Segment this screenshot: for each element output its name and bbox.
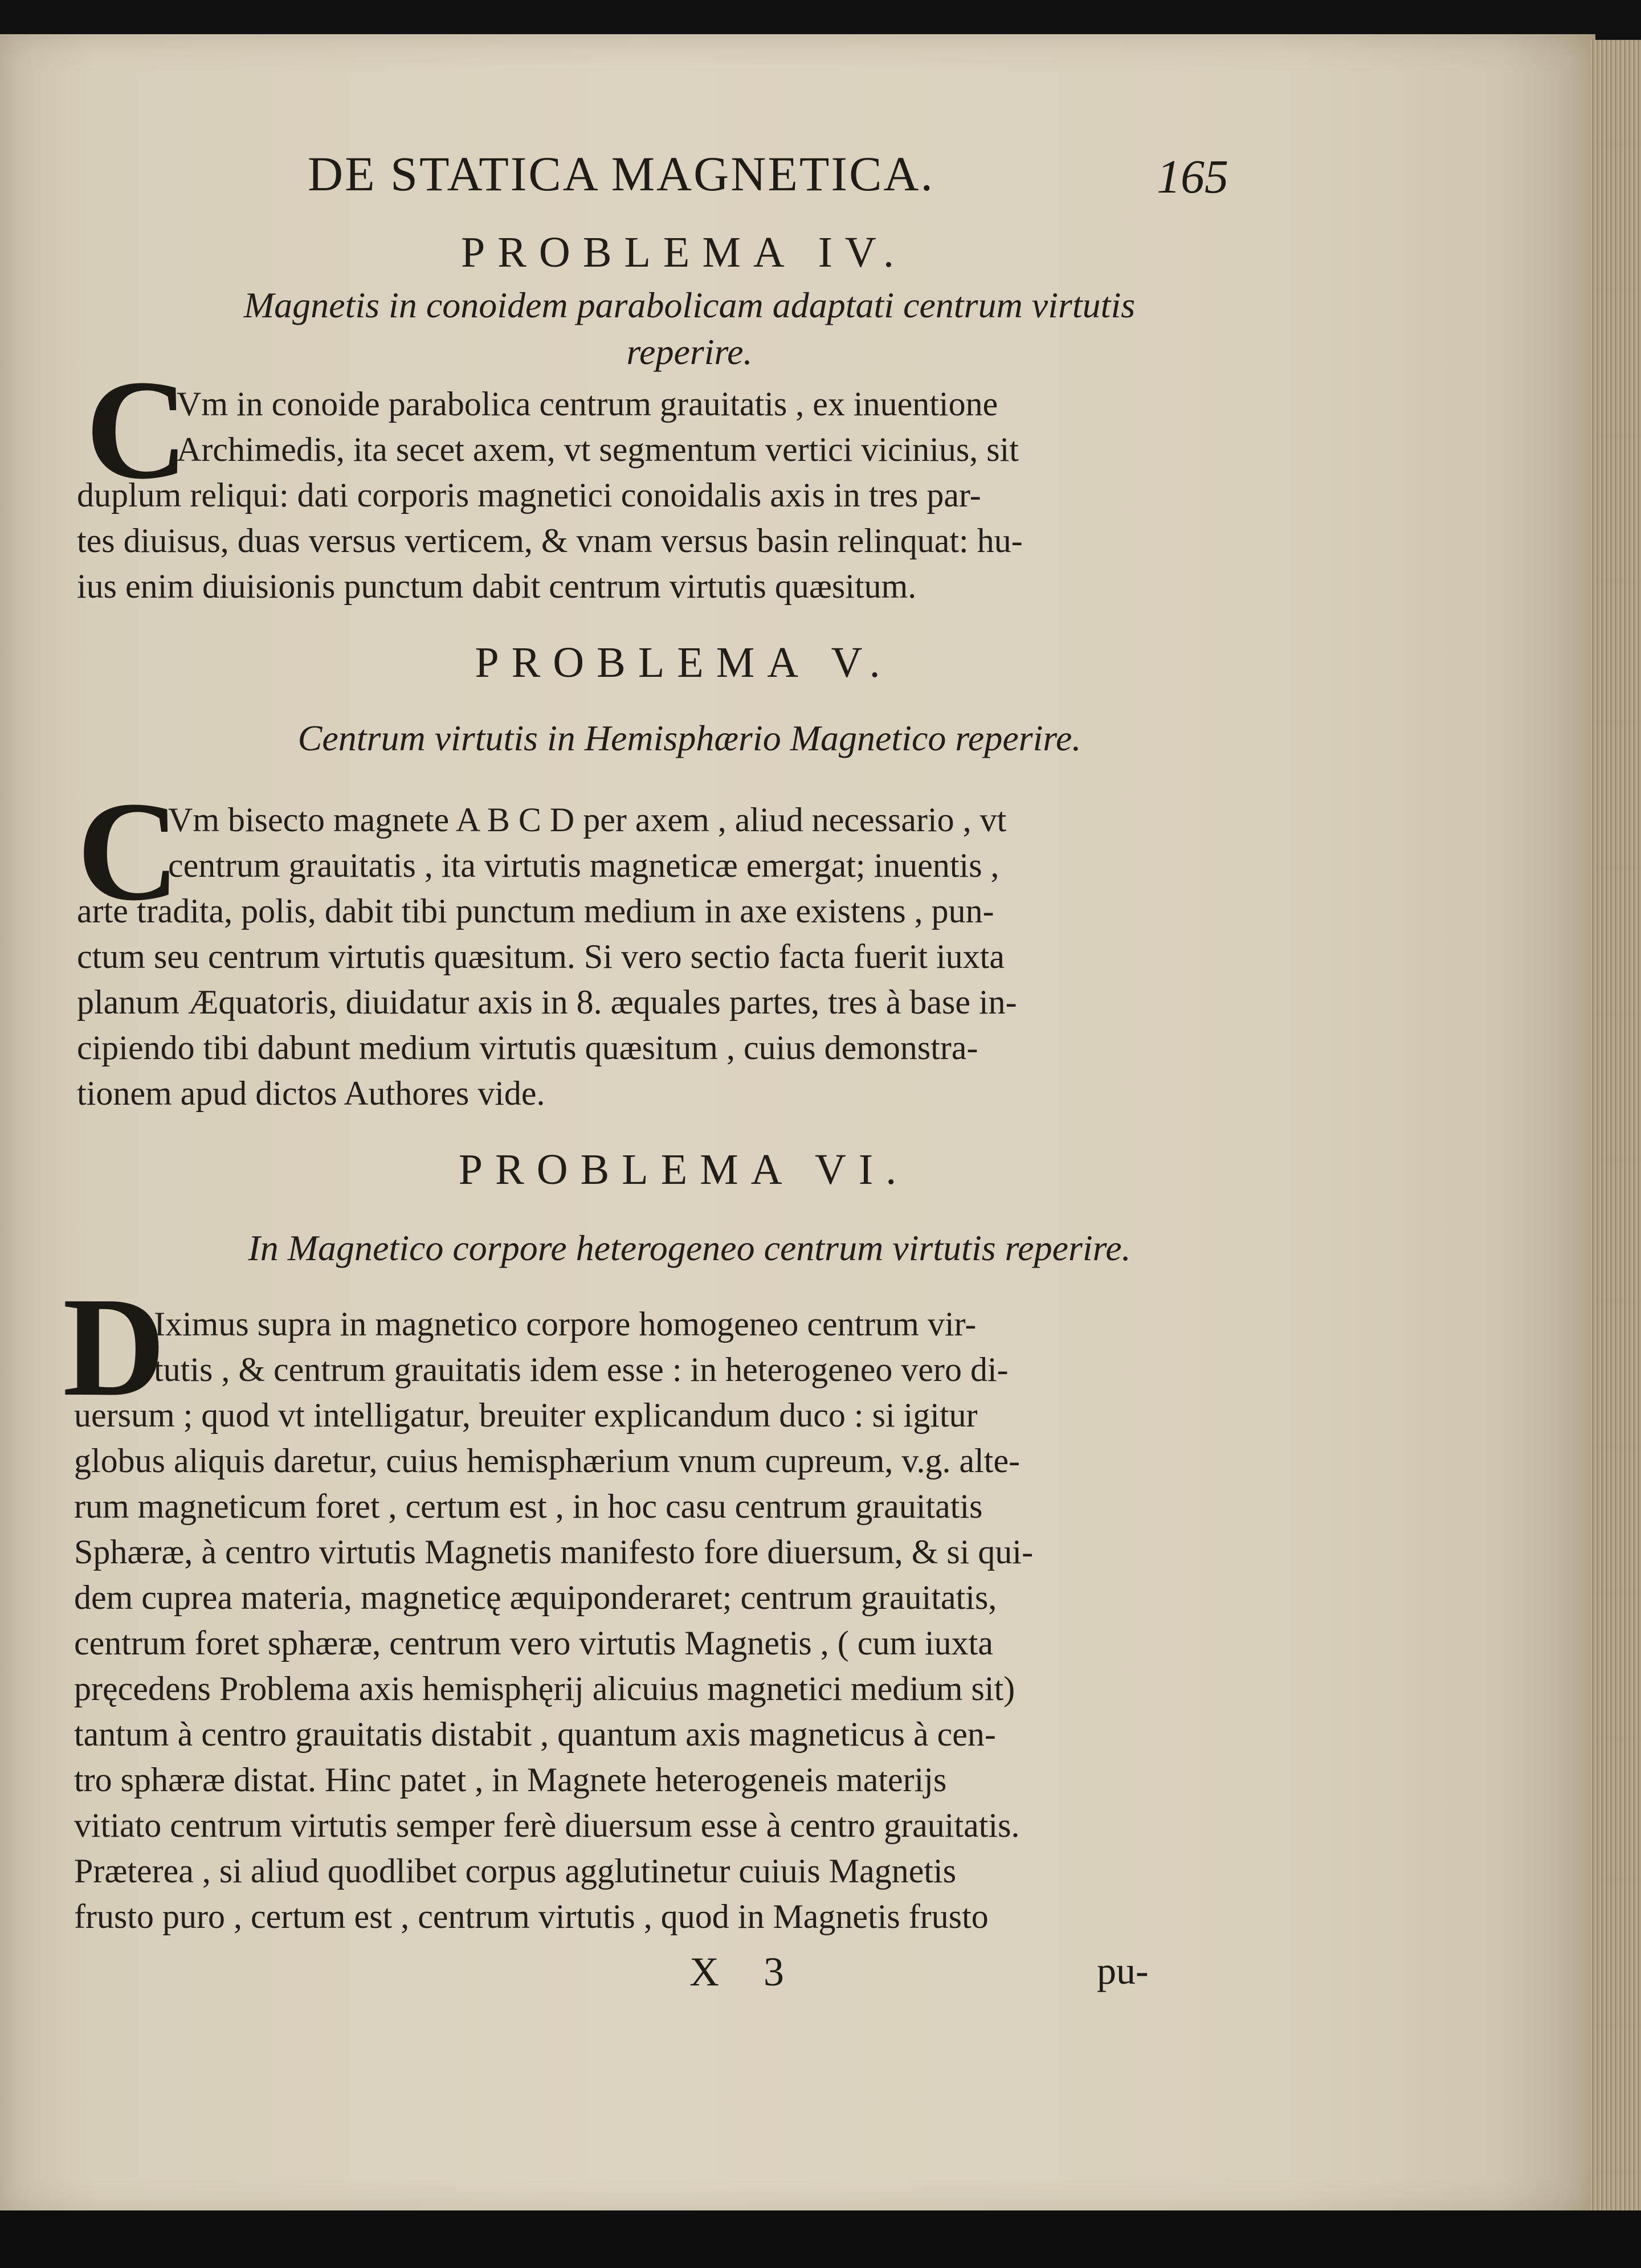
problem-heading-v: PROBLEMA V. — [475, 639, 893, 686]
problem-statement-iv — [131, 282, 1248, 375]
drop-cap: C — [77, 773, 180, 930]
text-line: Vm bisecto magnete A B C D per axem , aliud necessario , vt — [168, 801, 1007, 839]
text-line: tantum à centro grauitatis distabit , quantum axis magneticus à cen- — [74, 1715, 996, 1753]
text-line: pręcedens Problema axis hemisphęrij alicuius magnetici medium sit) — [74, 1670, 1015, 1707]
text-line: centrum foret sphæræ, centrum vero virtutis Magnetis , ( cum iuxta — [74, 1624, 993, 1662]
text-line: frusto puro , certum est , centrum virtutis , quod in Magnetis frusto — [74, 1898, 989, 1935]
text-line: rum magneticum foret , certum est , in hoc casu centrum grauitatis — [74, 1488, 983, 1525]
text-line: Archimedis, ita secet axem, vt segmentum vertici vicinius, sit — [177, 431, 1019, 468]
statement-line: Magnetis in conoidem parabolicam adaptati centrum virtutis — [243, 285, 1136, 325]
problem-statement-vi — [131, 1225, 1248, 1272]
catchword: pu- — [1097, 1949, 1149, 1992]
text-line: duplum reliqui: dati corporis magnetici conoidalis axis in tres par- — [77, 476, 981, 514]
problem-heading-iv: PROBLEMA IV. — [460, 228, 907, 276]
problem-statement-v — [131, 715, 1248, 762]
statement-line: reperire. — [626, 332, 753, 372]
text-line: arte tradita, polis, dabit tibi punctum medium in axe existens , pun- — [77, 892, 994, 930]
text-line: Sphæræ, à centro virtutis Magnetis manifesto fore diuersum, & si qui- — [74, 1533, 1034, 1571]
text-line: dem cuprea materia, magneticę æquiponderaret; centrum grauitatis, — [74, 1579, 997, 1616]
drop-cap: D — [63, 1268, 166, 1426]
photo-backdrop-bottom — [0, 2210, 1641, 2268]
text-line: tionem apud dictos Authores vide. — [77, 1074, 545, 1112]
text-line: cipiendo tibi dabunt medium virtutis quæsitum , cuius demonstra- — [77, 1029, 978, 1066]
signature-mark: X 3 — [689, 1949, 801, 1995]
statement-line: Centrum virtutis in Hemisphærio Magnetico reperire. — [297, 718, 1081, 758]
statement-line: In Magnetico corpore heterogeneo centrum virtutis reperire. — [248, 1228, 1131, 1268]
text-line: tro sphæræ distat. Hinc patet , in Magnete heterogeneis materijs — [74, 1761, 947, 1799]
text-line: tutis , & centrum grauitatis idem esse : in heterogeneo vero di- — [154, 1351, 1009, 1388]
text-line: centrum grauitatis , ita virtutis magneticæ emergat; inuentis , — [168, 847, 999, 884]
page-number: 165 — [1157, 150, 1228, 203]
drop-cap: C — [85, 351, 189, 509]
text-line: Præterea , si aliud quodlibet corpus agglutinetur cuiuis Magnetis — [74, 1852, 957, 1890]
text-line: globus aliquis daretur, cuius hemisphærium vnum cupreum, v.g. alte- — [74, 1442, 1020, 1480]
text-line: vitiato centrum virtutis semper ferè diuersum esse à centro grauitatis. — [74, 1807, 1020, 1844]
text-line: ius enim diuisionis punctum dabit centrum virtutis quæsitum. — [77, 567, 917, 605]
text-line: planum Æquatoris, diuidatur axis in 8. æquales partes, tres à base in- — [77, 983, 1017, 1021]
text-line: ctum seu centrum virtutis quæsitum. Si vero sectio facta fuerit iuxta — [77, 938, 1005, 975]
text-line: Vm in conoide parabolica centrum grauitatis , ex inuentione — [177, 385, 998, 423]
running-head: DE STATICA MAGNETICA. — [308, 146, 935, 201]
text-line: tes diuisus, duas versus verticem, & vnam versus basin relinquat: hu- — [77, 522, 1023, 559]
text-line: Iximus supra in magnetico corpore homogeneo centrum vir- — [154, 1305, 977, 1343]
problem-heading-vi: PROBLEMA VI. — [458, 1146, 909, 1194]
page-fore-edge — [1590, 40, 1641, 2216]
text-line: uersum ; quod vt intelligatur, breuiter explicandum duco : si igitur — [74, 1396, 978, 1434]
